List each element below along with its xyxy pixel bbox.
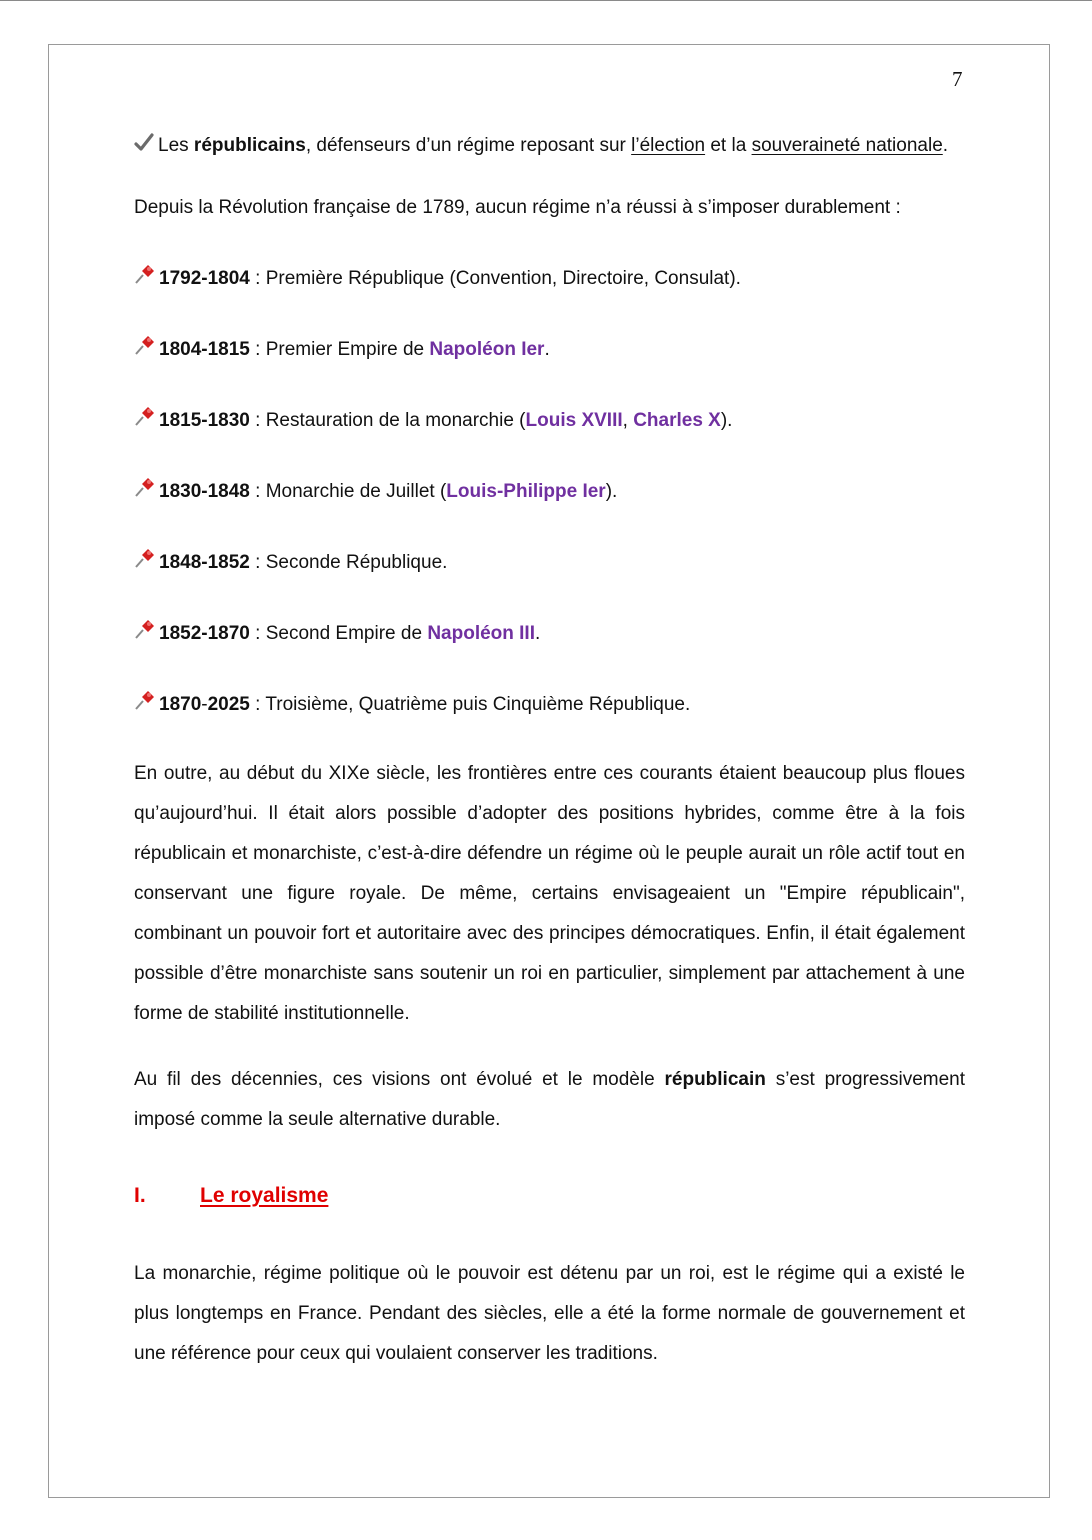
paragraph2-before: Au fil des décennies, ces visions ont évolué et le modèle: [134, 1069, 655, 1090]
timeline-years: 1848-1852: [159, 552, 250, 573]
pushpin-icon: [134, 618, 156, 640]
timeline-list: [134, 263, 965, 719]
timeline-separator: ,: [622, 410, 634, 431]
timeline-item: [134, 618, 965, 648]
timeline-text: : Troisième, Quatrième puis Cinquième République.: [249, 694, 691, 715]
ruler-name: Napoléon III: [427, 623, 535, 644]
timeline-years: 1830-1848: [159, 481, 250, 502]
page-number: 7: [952, 67, 963, 91]
pushpin-icon: [134, 263, 156, 285]
pushpin-icon: [134, 689, 156, 711]
intro-underlined-2: souveraineté nationale: [751, 135, 943, 156]
intro-text-1: , défenseurs d’un régime reposant sur: [305, 135, 626, 156]
timeline-end: ).: [605, 481, 618, 502]
intro-text-2: et la: [710, 135, 747, 156]
timeline-text: : Première République (Convention, Directoire, Consulat).: [249, 268, 741, 289]
pushpin-icon: [134, 334, 156, 356]
timeline-text: : Monarchie de Juillet (: [249, 481, 447, 502]
ruler-name: Napoléon Ier: [429, 339, 545, 360]
timeline-item: [134, 547, 965, 577]
window-top-rule: [0, 0, 1092, 1]
intro-underlined-1: l’élection: [631, 135, 706, 156]
section-heading: [134, 1182, 965, 1210]
document-body: [134, 126, 965, 1374]
timeline-years: 2025: [207, 694, 250, 715]
lead-sentence: Depuis la Révolution française de 1789, aucun régime n’a réussi à s’imposer durablement :: [134, 197, 901, 218]
timeline-item: [134, 476, 965, 506]
intro-end: .: [942, 135, 949, 156]
check-icon: [134, 133, 154, 153]
paragraph2-bold: républicain: [664, 1069, 766, 1090]
timeline-years: 1852-1870: [159, 623, 250, 644]
body-paragraph-hybrid-positions: En outre, au début du XIXe siècle, les frontières entre ces courants étaient beaucoup plus floues qu’aujourd’hui. Il était alors possible d’adopter des positions hybrides, comme être à la fois républicain et monarchiste, c’est-à-dire défendre un régime où le peuple aurait un rôle actif tout en conservant une figure royale. De même, certains envisageaient un "Empire républicain", combinant un pouvoir fort et autoritaire avec des principes démocratiques. Enfin, il était également possible d’être monarchiste sans soutenir un roi en particulier, simplement par attachement à une forme de stabilité institutionnelle.: [134, 763, 965, 1024]
timeline-years-dash: -: [201, 694, 208, 715]
timeline-years: 1792-1804: [159, 268, 250, 289]
body-paragraph-republican-model: [134, 1060, 965, 1140]
pushpin-icon: [134, 476, 156, 498]
timeline-end: ).: [720, 410, 733, 431]
timeline-text: : Premier Empire de: [249, 339, 430, 360]
pushpin-icon: [134, 547, 156, 569]
section-number: I.: [134, 1184, 146, 1207]
section-title: Le royalisme: [200, 1184, 329, 1207]
timeline-item: [134, 689, 965, 719]
intro-prefix: Les: [158, 135, 189, 156]
pushpin-icon: [134, 405, 156, 427]
ruler-name: Louis-Philippe Ier: [446, 481, 606, 502]
timeline-text: : Restauration de la monarchie (: [249, 410, 526, 431]
timeline-end: .: [544, 339, 550, 360]
ruler-name: Louis XVIII: [525, 410, 623, 431]
body-paragraph-monarchy: La monarchie, régime politique où le pouvoir est détenu par un roi, est le régime qui a existé le plus longtemps en France. Pendant des siècles, elle a été la forme normale de gouvernement et une référence pour ceux qui voulaient conserver les traditions.: [134, 1263, 965, 1364]
timeline-years: 1815-1830: [159, 410, 250, 431]
timeline-item: [134, 334, 965, 364]
timeline-end: .: [535, 623, 541, 644]
timeline-years: 1870: [159, 694, 202, 715]
intro-paragraph: [134, 126, 965, 166]
timeline-text: : Second Empire de: [249, 623, 428, 644]
intro-bold-term: républicains: [193, 135, 306, 156]
timeline-years: 1804-1815: [159, 339, 250, 360]
timeline-item: [134, 263, 965, 293]
ruler-name: Charles X: [633, 410, 721, 431]
paragraph2-after: s’est progressivement imposé comme la seule alternative durable.: [134, 1069, 966, 1130]
timeline-text: : Seconde République.: [249, 552, 448, 573]
timeline-item: [134, 405, 965, 435]
